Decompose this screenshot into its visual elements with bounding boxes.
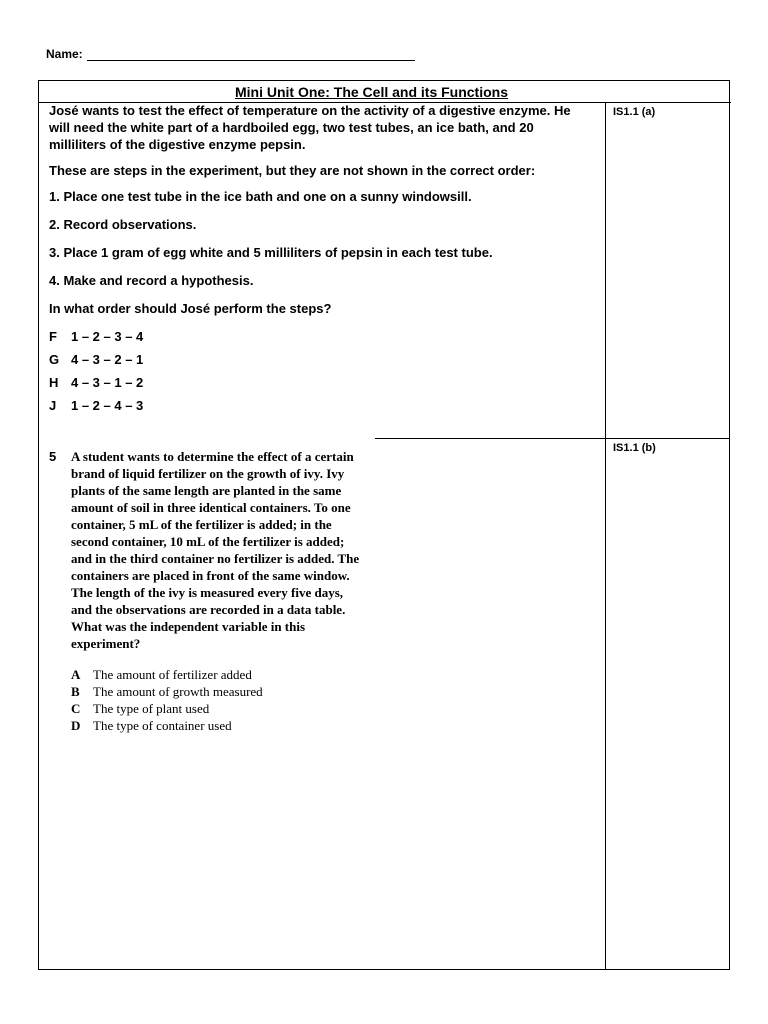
option-letter: B bbox=[71, 684, 80, 699]
question-2 bbox=[49, 448, 369, 734]
row-divider bbox=[375, 438, 730, 439]
option-letter: H bbox=[49, 375, 59, 390]
question-2-choices bbox=[71, 666, 369, 734]
question-number: 5 bbox=[49, 449, 57, 464]
option-text: 4 – 3 – 1 – 2 bbox=[71, 375, 144, 390]
option-letter: A bbox=[71, 667, 81, 682]
question-1-step: 2. Record observations. bbox=[49, 217, 197, 232]
answer-option[interactable] bbox=[71, 700, 369, 717]
worksheet-table bbox=[38, 80, 730, 970]
name-label: Name: bbox=[46, 47, 83, 61]
row-corner-mark bbox=[39, 102, 45, 103]
name-underline[interactable] bbox=[87, 48, 415, 61]
option-letter: G bbox=[49, 352, 60, 367]
question-1-step: 4. Make and record a hypothesis. bbox=[49, 273, 254, 288]
option-text: The type of container used bbox=[93, 718, 232, 733]
answer-option[interactable] bbox=[71, 666, 369, 683]
option-text: 4 – 3 – 2 – 1 bbox=[71, 352, 144, 367]
answer-option[interactable] bbox=[49, 328, 589, 345]
option-text: 1 – 2 – 3 – 4 bbox=[71, 329, 144, 344]
question-1-prompt: In what order should José perform the steps? bbox=[49, 301, 332, 316]
option-letter: J bbox=[49, 398, 57, 413]
option-text: The amount of growth measured bbox=[93, 684, 263, 699]
option-letter: D bbox=[71, 718, 81, 733]
question-2-stem: A student wants to determine the effect of a certain brand of liquid fertilizer on the growth of ivy. Ivy plants of the same length are planted in the same amount of soil in three identical containers. To one container, 5 mL of the fertilizer is added; in the second container, 10 mL of the fertilizer is added; and in the third container no fertilizer is added. The containers are placed in front of the same window. The length of the ivy is measured every five days, and the observations are recorded in a data table. What was the independent variable in this experiment? bbox=[71, 449, 360, 651]
question-1-order-note: These are steps in the experiment, but they are not shown in the correct order: bbox=[49, 163, 536, 178]
title-row bbox=[39, 81, 731, 103]
answer-option[interactable] bbox=[49, 397, 589, 414]
column-divider bbox=[605, 102, 606, 970]
option-text: The amount of fertilizer added bbox=[93, 667, 252, 682]
standard-code-q2: IS1.1 (b) bbox=[613, 442, 656, 454]
question-1 bbox=[49, 102, 589, 420]
question-1-step: 3. Place 1 gram of egg white and 5 milliliters of pepsin in each test tube. bbox=[49, 245, 493, 260]
standard-code-q1: IS1.1 (a) bbox=[613, 106, 656, 118]
name-field[interactable] bbox=[46, 47, 415, 61]
option-letter: F bbox=[49, 329, 57, 344]
answer-option[interactable] bbox=[49, 351, 589, 368]
answer-option[interactable] bbox=[71, 717, 369, 734]
answer-option[interactable] bbox=[49, 374, 589, 391]
answer-option[interactable] bbox=[71, 683, 369, 700]
question-1-step: 1. Place one test tube in the ice bath and one on a sunny windowsill. bbox=[49, 189, 472, 204]
option-letter: C bbox=[71, 701, 81, 716]
option-text: The type of plant used bbox=[93, 701, 210, 716]
page-title: Mini Unit One: The Cell and its Functions bbox=[235, 84, 508, 100]
option-text: 1 – 2 – 4 – 3 bbox=[71, 398, 144, 413]
question-1-intro: José wants to test the effect of temperature on the activity of a digestive enzyme. He will need the white part of a hardboiled egg, two test tubes, an ice bath, and 20 milliliters of the digestive enzyme pepsin. bbox=[49, 103, 571, 152]
